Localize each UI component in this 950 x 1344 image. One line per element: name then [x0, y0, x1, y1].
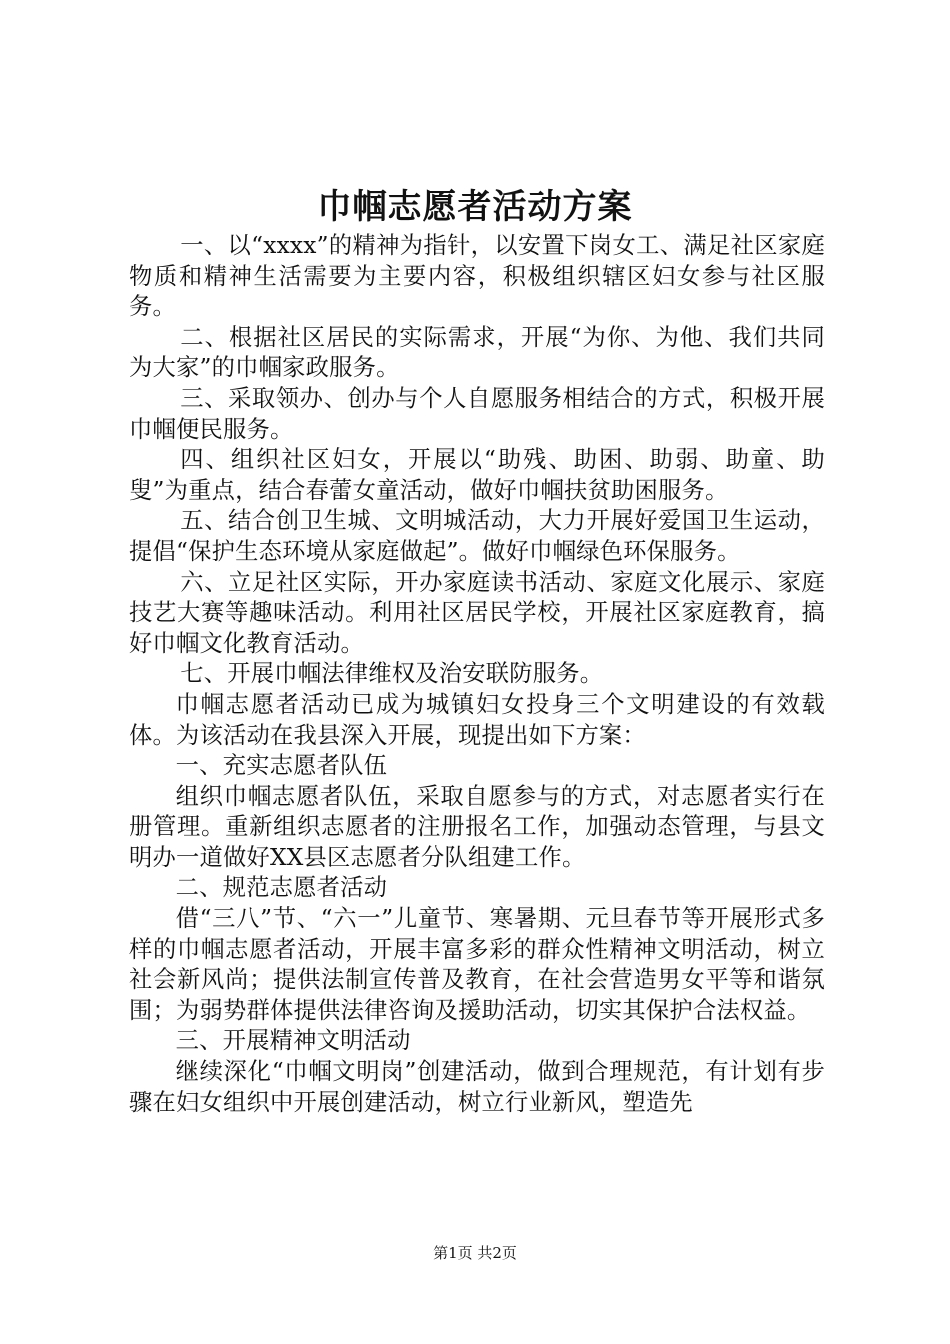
paragraph-11: 继续深化“巾帼文明岗”创建活动，做到合理规范，有计划有步骤在妇女组织中开展创建活动，树立行业新风，塑造先 — [129, 1058, 825, 1116]
section-heading-2: 二、规范志愿者活动 — [175, 874, 388, 902]
paragraph-3: 三、采取领办、创办与个人自愿服务相结合的方式，积极开展巾帼便民服务。 — [129, 384, 825, 443]
paragraph-6: 六、立足社区实际，开办家庭读书活动、家庭文化展示、家庭技艺大赛等趣味活动。利用社区居民学校，开展社区家庭教育，搞好巾帼文化教育活动。 — [129, 568, 825, 657]
page-footer: 第1页 共2页 — [433, 1244, 517, 1262]
paragraph-9: 组织巾帼志愿者队伍，采取自愿参与的方式，对志愿者实行在册管理。重新组织志愿者的注册报名工作，加强动态管理，与县文明办一道做好XX县区志愿者分队组建工作。 — [129, 782, 825, 871]
document-body — [129, 231, 825, 1118]
paragraph-4: 四、组织社区妇女，开展以“助残、助困、助弱、助童、助叟”为重点，结合春蕾女童活动，做好巾帼扶贫助困服务。 — [129, 446, 825, 504]
paragraph-8: 巾帼志愿者活动已成为城镇妇女投身三个文明建设的有效载体。为该活动在我县深入开展，现提出如下方案： — [129, 690, 825, 749]
paragraph-1: 一、以“xxxx”的精神为指针，以安置下岗女工、满足社区家庭物质和精神生活需要为主要内容，积极组织辖区妇女参与社区服务。 — [129, 232, 825, 321]
document-title: 巾帼志愿者活动方案 — [317, 187, 633, 227]
section-heading-1: 一、充实志愿者队伍 — [175, 752, 388, 780]
paragraph-10: 借“三八”节、“六一”儿童节、寒暑期、元旦春节等开展形式多样的巾帼志愿者活动，开展丰富多彩的群众性精神文明活动，树立社会新风尚；提供法制宣传普及教育，在社会营造男女平等和谐氛围；为弱势群体提供法律咨询及援助活动，切实其保护合法权益。 — [129, 905, 825, 1024]
paragraph-7: 七、开展巾帼法律维权及治安联防服务。 — [180, 660, 604, 688]
section-heading-3: 三、开展精神文明活动 — [175, 1027, 411, 1055]
paragraph-2: 二、根据社区居民的实际需求，开展“为你、为他、我们共同为大家”的巾帼家政服务。 — [129, 323, 825, 382]
paragraph-5: 五、结合创卫生城、文明城活动，大力开展好爱国卫生运动，提倡“保护生态环境从家庭做起”。做好巾帼绿色环保服务。 — [129, 507, 825, 565]
